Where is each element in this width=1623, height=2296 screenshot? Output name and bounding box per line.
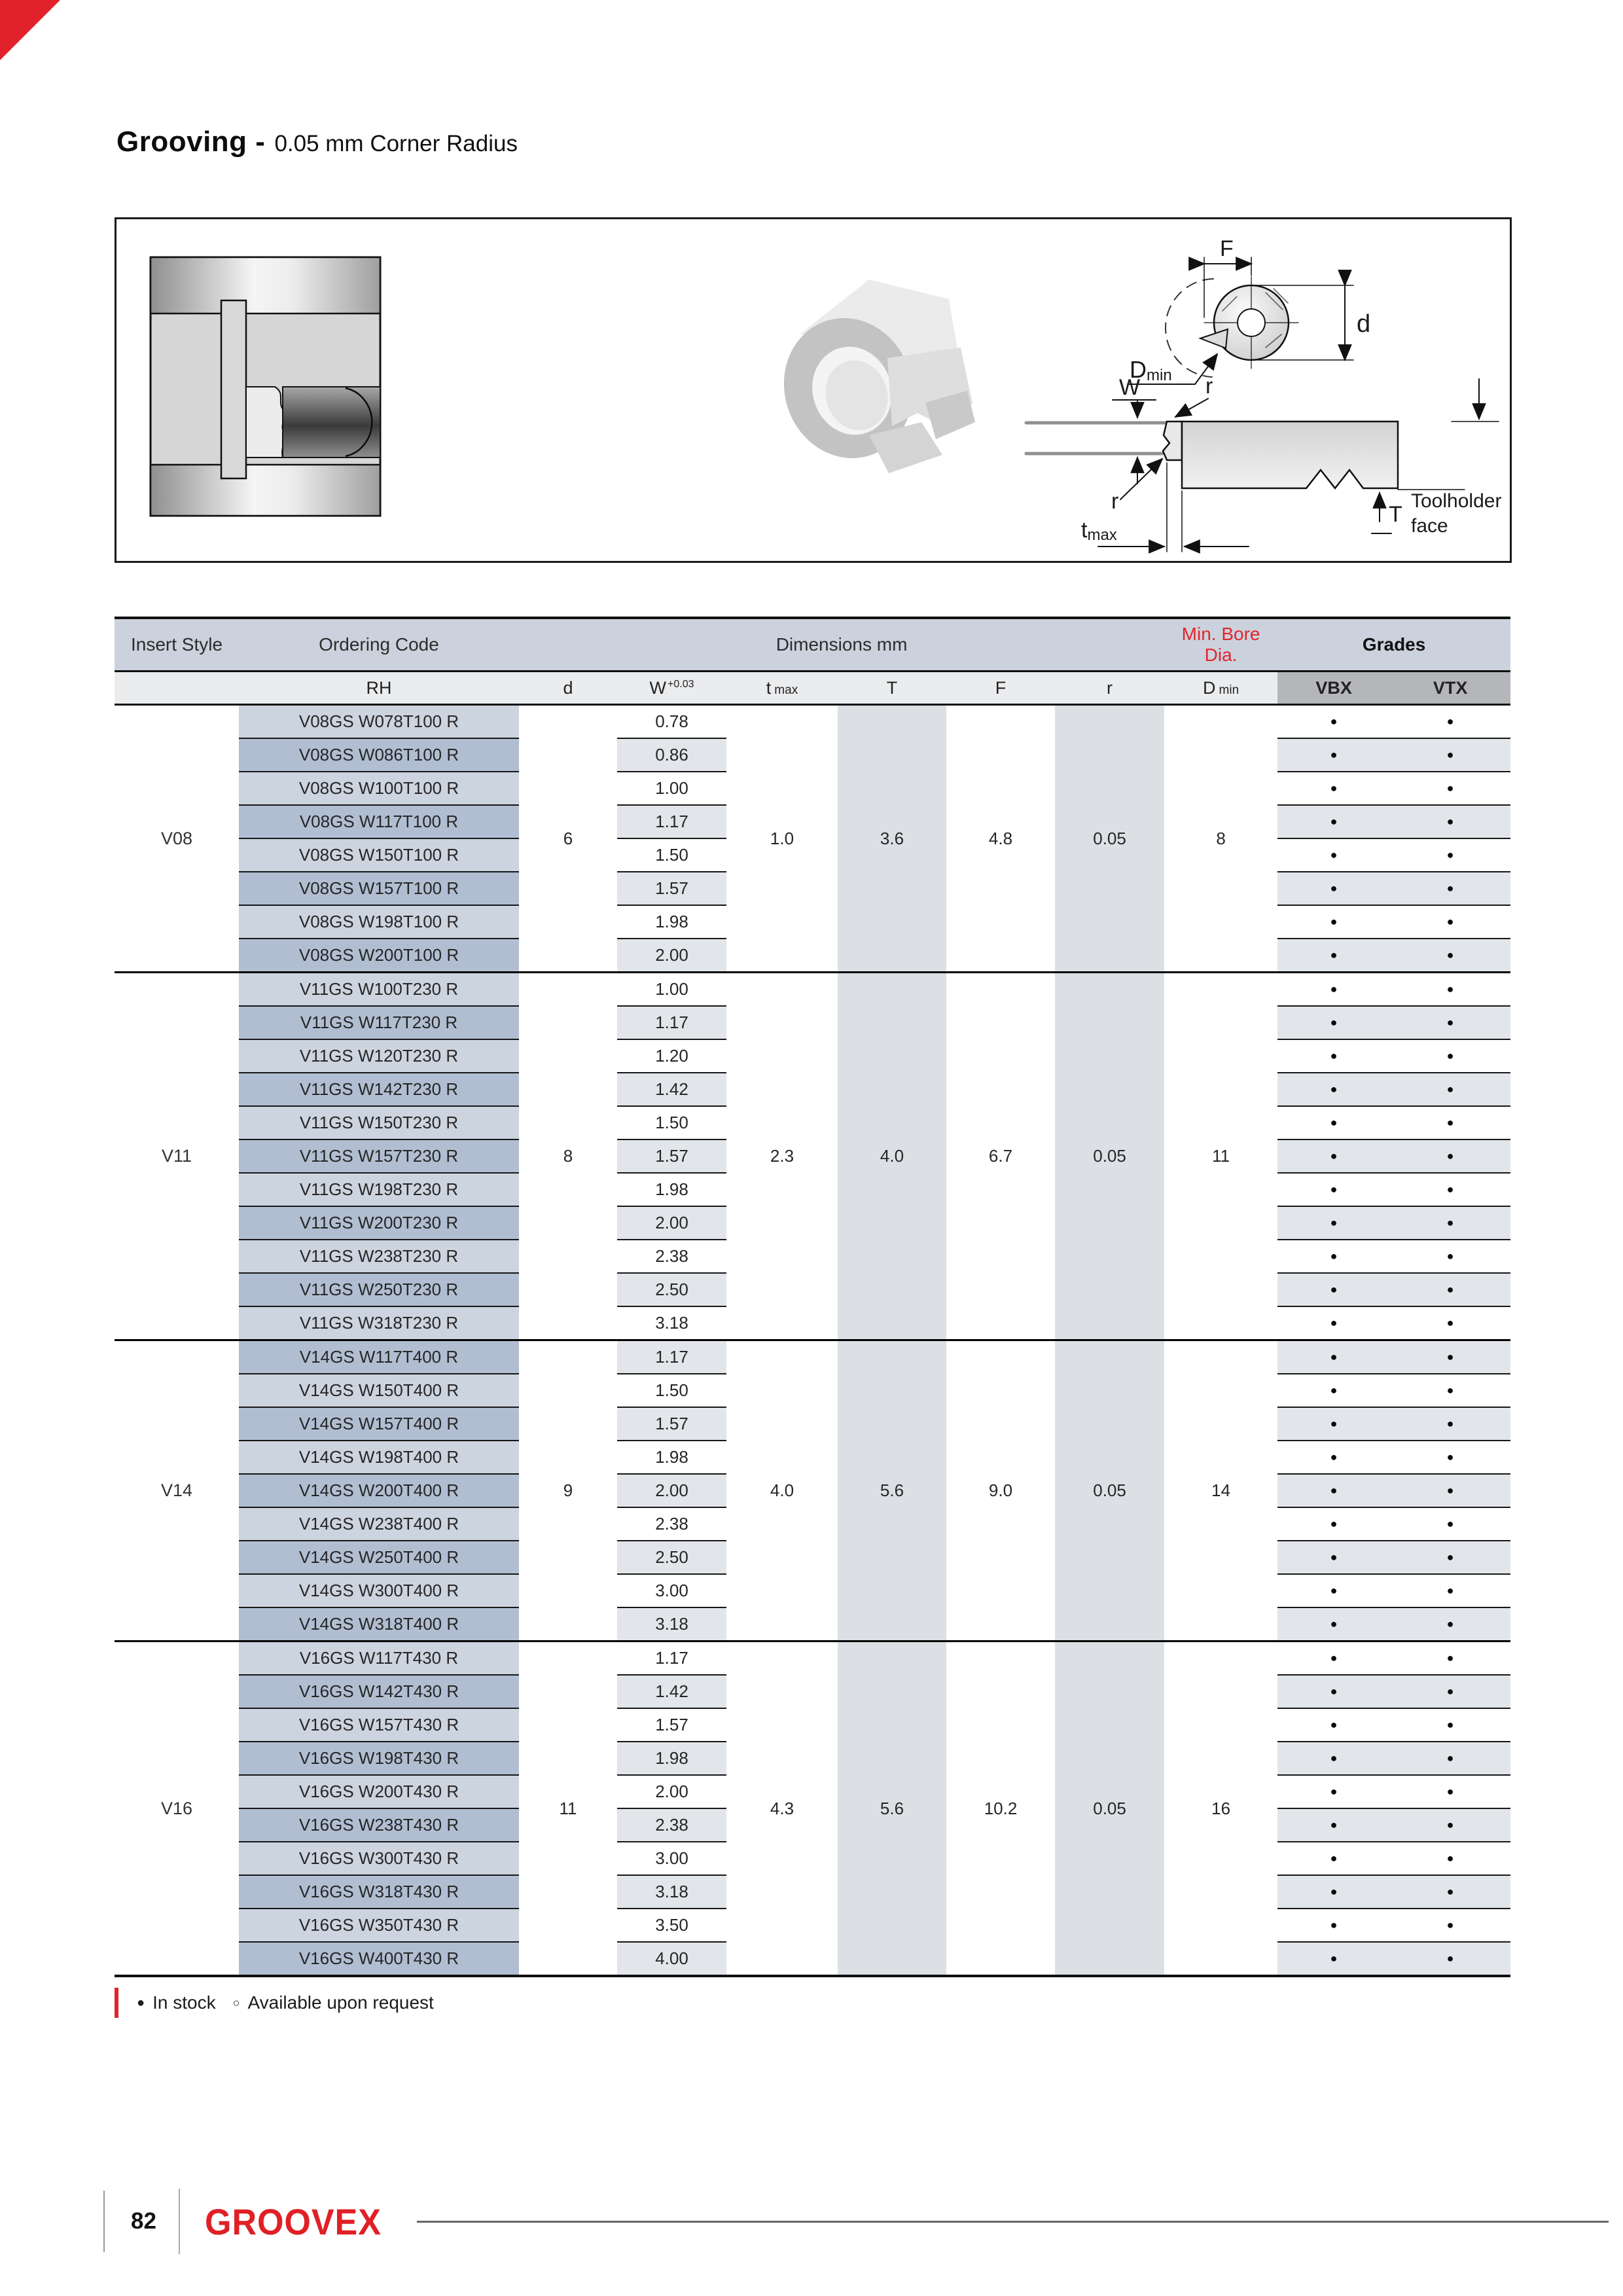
- w-value-cell: 2.00: [617, 1474, 726, 1507]
- w-value-cell: 1.57: [617, 1407, 726, 1441]
- ordering-code-cell: V11GS W238T230 R: [239, 1240, 519, 1273]
- header-col-dmin: D min: [1164, 672, 1277, 705]
- w-value-cell: 2.38: [617, 1507, 726, 1541]
- dim-label-w: W: [1119, 375, 1141, 400]
- vtx-grade-cell: ●: [1390, 1742, 1510, 1775]
- w-value-cell: 1.50: [617, 838, 726, 872]
- w-value-cell: 1.98: [617, 905, 726, 939]
- side-view-drawing: [1026, 374, 1501, 552]
- vtx-grade-cell: ●: [1390, 1574, 1510, 1607]
- vtx-grade-cell: ●: [1390, 1775, 1510, 1808]
- header-ordering-code: Ordering Code: [239, 618, 519, 672]
- ordering-code-cell: V16GS W318T430 R: [239, 1875, 519, 1909]
- ordering-code-cell: V16GS W157T430 R: [239, 1708, 519, 1742]
- ordering-code-cell: V14GS W200T400 R: [239, 1474, 519, 1507]
- w-value-cell: 1.50: [617, 1106, 726, 1139]
- header-row-groups: [115, 618, 1510, 672]
- title-main: Grooving -: [116, 126, 266, 158]
- w-value-cell: 2.00: [617, 939, 726, 973]
- dim-label-f: F: [1220, 236, 1234, 261]
- vtx-grade-cell: ●: [1390, 905, 1510, 939]
- vtx-grade-cell: ●: [1390, 772, 1510, 805]
- ordering-code-cell: V16GS W300T430 R: [239, 1842, 519, 1875]
- f-value-cell: 9.0: [946, 1340, 1055, 1641]
- title-subtitle: 0.05 mm Corner Radius: [274, 131, 518, 156]
- toolholder-face-label-2: face: [1411, 515, 1448, 537]
- vbx-grade-cell: ●: [1277, 1474, 1390, 1507]
- vbx-grade-cell: ●: [1277, 1073, 1390, 1106]
- vtx-grade-cell: ●: [1390, 1675, 1510, 1708]
- w-value-cell: 1.42: [617, 1073, 726, 1106]
- ordering-code-cell: V14GS W300T400 R: [239, 1574, 519, 1607]
- vtx-grade-cell: ●: [1390, 939, 1510, 973]
- vbx-grade-cell: ●: [1277, 1875, 1390, 1909]
- vtx-grade-cell: ●: [1390, 1708, 1510, 1742]
- ordering-code-cell: V11GS W157T230 R: [239, 1139, 519, 1173]
- t-value-cell: 5.6: [838, 1641, 946, 1977]
- w-value-cell: 2.00: [617, 1206, 726, 1240]
- header-grades: Grades: [1277, 618, 1510, 672]
- d-value-cell: 8: [519, 973, 617, 1340]
- ordering-code-cell: V14GS W198T400 R: [239, 1441, 519, 1474]
- ordering-code-cell: V16GS W142T430 R: [239, 1675, 519, 1708]
- vtx-grade-cell: ●: [1390, 1240, 1510, 1273]
- vbx-grade-cell: ●: [1277, 1173, 1390, 1206]
- vbx-grade-cell: ●: [1277, 1206, 1390, 1240]
- vtx-grade-cell: ●: [1390, 738, 1510, 772]
- in-stock-dot-icon: ●: [137, 1995, 145, 2010]
- vtx-grade-cell: ●: [1390, 1206, 1510, 1240]
- ordering-code-cell: V08GS W117T100 R: [239, 805, 519, 838]
- tmax-value-cell: 1.0: [726, 705, 838, 973]
- application-drawing: [151, 257, 380, 516]
- ordering-code-cell: V08GS W200T100 R: [239, 939, 519, 973]
- ordering-code-cell: V11GS W117T230 R: [239, 1006, 519, 1039]
- header-min-bore: Min. Bore Dia.: [1164, 618, 1277, 672]
- dmin-value-cell: 11: [1164, 973, 1277, 1340]
- table-body: [115, 705, 1510, 1977]
- insert-style-cell: V14: [115, 1340, 239, 1641]
- insert-style-cell: V11: [115, 973, 239, 1340]
- cutting-tip: [1200, 329, 1228, 348]
- vbx-grade-cell: ●: [1277, 1407, 1390, 1441]
- w-value-cell: 2.50: [617, 1273, 726, 1306]
- w-value-cell: 1.17: [617, 1641, 726, 1676]
- r-value-cell: 0.05: [1055, 705, 1164, 973]
- vtx-grade-cell: ●: [1390, 1039, 1510, 1073]
- header-col-f: F: [946, 672, 1055, 705]
- header-col-vbx: VBX: [1277, 672, 1390, 705]
- table-row: [115, 705, 1510, 739]
- header-insert-style: Insert Style: [115, 618, 239, 672]
- ordering-code-cell: V08GS W198T100 R: [239, 905, 519, 939]
- w-value-cell: 2.00: [617, 1775, 726, 1808]
- header-dimensions: Dimensions mm: [519, 618, 1164, 672]
- vbx-grade-cell: ●: [1277, 973, 1390, 1007]
- vbx-grade-cell: ●: [1277, 1306, 1390, 1340]
- w-value-cell: 1.50: [617, 1374, 726, 1407]
- machined-groove: [283, 387, 380, 457]
- table-row: [115, 1641, 1510, 1676]
- w-value-cell: 1.57: [617, 872, 726, 905]
- vtx-grade-cell: ●: [1390, 1106, 1510, 1139]
- vbx-grade-cell: ●: [1277, 1675, 1390, 1708]
- dim-label-d: d: [1357, 310, 1371, 338]
- w-value-cell: 1.00: [617, 973, 726, 1007]
- ordering-code-cell: V11GS W142T230 R: [239, 1073, 519, 1106]
- vbx-grade-cell: ●: [1277, 1541, 1390, 1574]
- w-value-cell: 0.78: [617, 705, 726, 739]
- dim-label-t-thickness: T: [1389, 502, 1402, 527]
- t-value-cell: 3.6: [838, 705, 946, 973]
- f-value-cell: 10.2: [946, 1641, 1055, 1977]
- t-value-cell: 4.0: [838, 973, 946, 1340]
- vbx-grade-cell: ●: [1277, 772, 1390, 805]
- vbx-grade-cell: ●: [1277, 872, 1390, 905]
- dmin-value-cell: 14: [1164, 1340, 1277, 1641]
- ordering-code-cell: V08GS W078T100 R: [239, 705, 519, 739]
- dmin-value-cell: 8: [1164, 705, 1277, 973]
- header-col-d: d: [519, 672, 617, 705]
- w-value-cell: 1.00: [617, 772, 726, 805]
- d-value-cell: 6: [519, 705, 617, 973]
- vtx-grade-cell: ●: [1390, 1441, 1510, 1474]
- dim-label-dmin: Dmin: [1130, 356, 1172, 384]
- vbx-grade-cell: ●: [1277, 838, 1390, 872]
- ordering-code-cell: V11GS W120T230 R: [239, 1039, 519, 1073]
- w-value-cell: 0.86: [617, 738, 726, 772]
- ordering-code-cell: V14GS W318T400 R: [239, 1607, 519, 1641]
- vbx-grade-cell: ●: [1277, 1006, 1390, 1039]
- ordering-code-cell: V14GS W238T400 R: [239, 1507, 519, 1541]
- insert-style-cell: V16: [115, 1641, 239, 1977]
- vtx-grade-cell: ●: [1390, 1875, 1510, 1909]
- vtx-grade-cell: ●: [1390, 1607, 1510, 1641]
- f-value-cell: 4.8: [946, 705, 1055, 973]
- available-label: Available upon request: [247, 1992, 434, 2013]
- d-value-cell: 11: [519, 1641, 617, 1977]
- vbx-grade-cell: ●: [1277, 1607, 1390, 1641]
- dmin-value-cell: 16: [1164, 1641, 1277, 1977]
- w-value-cell: 1.98: [617, 1441, 726, 1474]
- w-value-cell: 1.57: [617, 1139, 726, 1173]
- header-col-t: T: [838, 672, 946, 705]
- insert-tip-side: [1163, 422, 1182, 460]
- w-value-cell: 3.18: [617, 1306, 726, 1340]
- table-row: [115, 1340, 1510, 1374]
- header-rh: RH: [239, 672, 519, 705]
- footer-divider-mid: [179, 2189, 180, 2254]
- spec-table-section: [115, 617, 1510, 2019]
- ordering-code-cell: V08GS W150T100 R: [239, 838, 519, 872]
- vbx-grade-cell: ●: [1277, 805, 1390, 838]
- vbx-grade-cell: ●: [1277, 1942, 1390, 1976]
- vbx-grade-cell: ●: [1277, 1106, 1390, 1139]
- vtx-grade-cell: ●: [1390, 1909, 1510, 1942]
- vtx-grade-cell: ●: [1390, 1507, 1510, 1541]
- vbx-grade-cell: ●: [1277, 1273, 1390, 1306]
- header-row-columns: [115, 672, 1510, 705]
- dim-label-r-top: r: [1205, 374, 1213, 399]
- vbx-grade-cell: ●: [1277, 705, 1390, 739]
- vtx-grade-cell: ●: [1390, 872, 1510, 905]
- figure-drawing: [116, 219, 1510, 561]
- ordering-code-cell: V16GS W400T430 R: [239, 1942, 519, 1976]
- tmax-value-cell: 2.3: [726, 973, 838, 1340]
- vtx-grade-cell: ●: [1390, 1641, 1510, 1676]
- vbx-grade-cell: ●: [1277, 1441, 1390, 1474]
- dim-label-tmax: tmax: [1081, 518, 1117, 544]
- vbx-grade-cell: ●: [1277, 1842, 1390, 1875]
- vtx-grade-cell: ●: [1390, 1273, 1510, 1306]
- w-value-cell: 3.00: [617, 1842, 726, 1875]
- header-col-tmax: t max: [726, 672, 838, 705]
- insert-3d-render: [766, 279, 975, 475]
- w-value-cell: 3.00: [617, 1574, 726, 1607]
- w-value-cell: 2.38: [617, 1240, 726, 1273]
- tmax-value-cell: 4.3: [726, 1641, 838, 1977]
- w-value-cell: 3.50: [617, 1909, 726, 1942]
- vtx-grade-cell: ●: [1390, 1340, 1510, 1374]
- w-value-cell: 3.18: [617, 1607, 726, 1641]
- w-value-cell: 3.18: [617, 1875, 726, 1909]
- w-value-cell: 1.57: [617, 1708, 726, 1742]
- ordering-code-cell: V11GS W318T230 R: [239, 1306, 519, 1340]
- vbx-grade-cell: ●: [1277, 1139, 1390, 1173]
- min-bore-arc: [1166, 279, 1213, 377]
- ordering-code-cell: V16GS W200T430 R: [239, 1775, 519, 1808]
- w-value-cell: 1.98: [617, 1173, 726, 1206]
- w-value-cell: 2.50: [617, 1541, 726, 1574]
- r-value-cell: 0.05: [1055, 1641, 1164, 1977]
- vtx-grade-cell: ●: [1390, 1808, 1510, 1842]
- corner-accent-triangle: [0, 0, 60, 60]
- vbx-grade-cell: ●: [1277, 1240, 1390, 1273]
- table-row: [115, 973, 1510, 1007]
- vtx-grade-cell: ●: [1390, 1407, 1510, 1441]
- header-blank: [115, 672, 239, 705]
- dim-label-r-bottom: r: [1111, 489, 1119, 514]
- t-value-cell: 5.6: [838, 1340, 946, 1641]
- ordering-code-cell: V16GS W350T430 R: [239, 1909, 519, 1942]
- vbx-grade-cell: ●: [1277, 1039, 1390, 1073]
- table-header: [115, 618, 1510, 705]
- ordering-code-cell: V16GS W238T430 R: [239, 1808, 519, 1842]
- stock-legend: [115, 1986, 1510, 2019]
- tool-blade: [221, 300, 246, 478]
- w-value-cell: 1.17: [617, 1006, 726, 1039]
- vbx-grade-cell: ●: [1277, 1708, 1390, 1742]
- ordering-code-cell: V08GS W100T100 R: [239, 772, 519, 805]
- vtx-grade-cell: ●: [1390, 1073, 1510, 1106]
- vtx-grade-cell: ●: [1390, 1842, 1510, 1875]
- vbx-grade-cell: ●: [1277, 1574, 1390, 1607]
- footer-divider-left: [103, 2191, 105, 2252]
- vbx-grade-cell: ●: [1277, 1374, 1390, 1407]
- w-value-cell: 1.98: [617, 1742, 726, 1775]
- vbx-grade-cell: ●: [1277, 1909, 1390, 1942]
- vtx-grade-cell: ●: [1390, 1374, 1510, 1407]
- ordering-code-cell: V14GS W150T400 R: [239, 1374, 519, 1407]
- header-col-w: W $^{+0.03}$: [617, 672, 726, 705]
- ordering-code-cell: V11GS W100T230 R: [239, 973, 519, 1007]
- d-value-cell: 9: [519, 1340, 617, 1641]
- tmax-value-cell: 4.0: [726, 1340, 838, 1641]
- brand-logo: GROOVEX: [204, 2200, 382, 2242]
- page-footer: [103, 2185, 1609, 2258]
- vtx-grade-cell: ●: [1390, 973, 1510, 1007]
- vtx-grade-cell: ●: [1390, 1173, 1510, 1206]
- vbx-grade-cell: ●: [1277, 1775, 1390, 1808]
- vbx-grade-cell: ●: [1277, 1742, 1390, 1775]
- ordering-code-cell: V11GS W198T230 R: [239, 1173, 519, 1206]
- vbx-grade-cell: ●: [1277, 939, 1390, 973]
- w-value-cell: 1.17: [617, 1340, 726, 1374]
- page-title: [116, 126, 518, 158]
- vtx-grade-cell: ●: [1390, 1306, 1510, 1340]
- vtx-grade-cell: ●: [1390, 805, 1510, 838]
- insert-body-side: [1182, 422, 1398, 488]
- w-value-cell: 1.42: [617, 1675, 726, 1708]
- ordering-code-cell: V16GS W198T430 R: [239, 1742, 519, 1775]
- vtx-grade-cell: ●: [1390, 838, 1510, 872]
- vtx-grade-cell: ●: [1390, 1541, 1510, 1574]
- ordering-code-cell: V11GS W250T230 R: [239, 1273, 519, 1306]
- r-value-cell: 0.05: [1055, 973, 1164, 1340]
- spec-table: [115, 617, 1510, 1977]
- insert-profile: [246, 387, 285, 457]
- ordering-code-cell: V14GS W117T400 R: [239, 1340, 519, 1374]
- header-col-r: r: [1055, 672, 1164, 705]
- vbx-grade-cell: ●: [1277, 1340, 1390, 1374]
- vbx-grade-cell: ●: [1277, 738, 1390, 772]
- vtx-grade-cell: ●: [1390, 705, 1510, 739]
- figure-panel: [115, 217, 1512, 563]
- ordering-code-cell: V08GS W086T100 R: [239, 738, 519, 772]
- w-value-cell: 2.38: [617, 1808, 726, 1842]
- header-col-vtx: VTX: [1390, 672, 1510, 705]
- top-view-drawing: [1128, 236, 1370, 384]
- in-stock-label: In stock: [152, 1992, 216, 2013]
- ordering-code-cell: V14GS W250T400 R: [239, 1541, 519, 1574]
- vtx-grade-cell: ●: [1390, 1006, 1510, 1039]
- ordering-code-cell: V16GS W117T430 R: [239, 1641, 519, 1676]
- vtx-grade-cell: ●: [1390, 1139, 1510, 1173]
- vtx-grade-cell: ●: [1390, 1942, 1510, 1976]
- available-dot-icon: ○: [232, 1996, 240, 2009]
- legend-accent-bar: [115, 1988, 118, 2018]
- w-value-cell: 1.17: [617, 805, 726, 838]
- vbx-grade-cell: ●: [1277, 1808, 1390, 1842]
- page-number: 82: [131, 2208, 156, 2234]
- ordering-code-cell: V11GS W200T230 R: [239, 1206, 519, 1240]
- ordering-code-cell: V08GS W157T100 R: [239, 872, 519, 905]
- vbx-grade-cell: ●: [1277, 905, 1390, 939]
- r-value-cell: 0.05: [1055, 1340, 1164, 1641]
- footer-rule: [417, 2221, 1609, 2223]
- toolholder-face-label-1: Toolholder: [1411, 490, 1502, 512]
- ordering-code-cell: V11GS W150T230 R: [239, 1106, 519, 1139]
- f-value-cell: 6.7: [946, 973, 1055, 1340]
- w-value-cell: 1.20: [617, 1039, 726, 1073]
- vtx-grade-cell: ●: [1390, 1474, 1510, 1507]
- ordering-code-cell: V14GS W157T400 R: [239, 1407, 519, 1441]
- vbx-grade-cell: ●: [1277, 1641, 1390, 1676]
- insert-style-cell: V08: [115, 705, 239, 973]
- w-value-cell: 4.00: [617, 1942, 726, 1976]
- vbx-grade-cell: ●: [1277, 1507, 1390, 1541]
